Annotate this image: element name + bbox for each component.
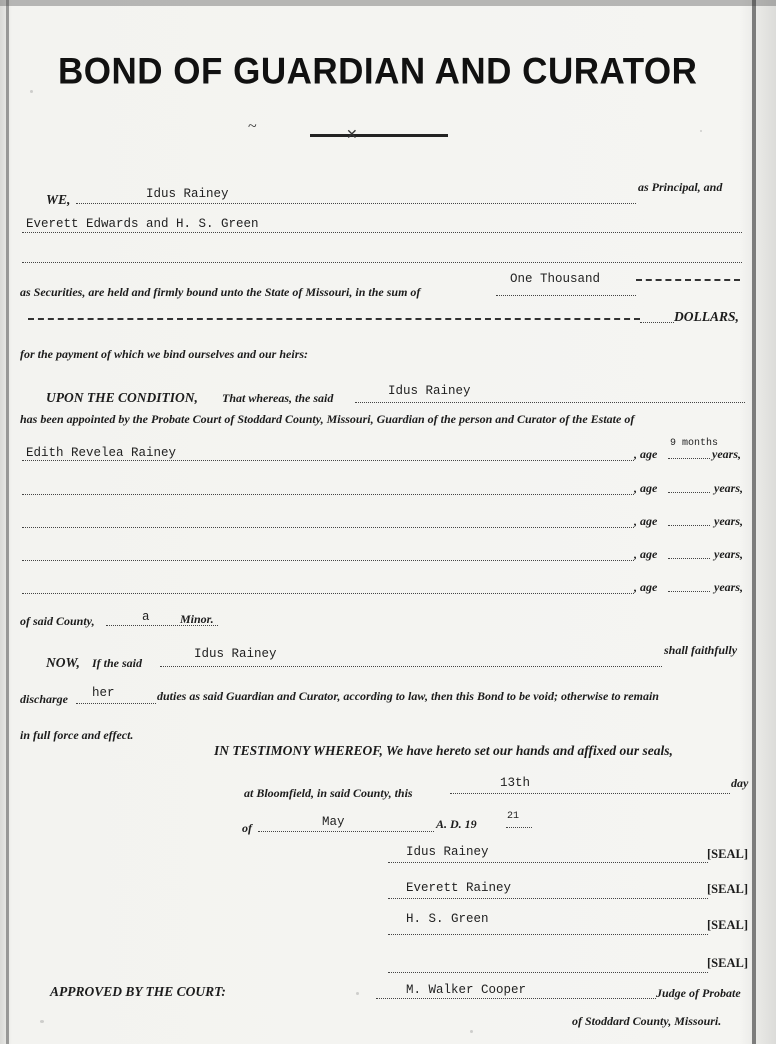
ad-label: A. D. 19 <box>436 817 477 831</box>
dollars-label: DOLLARS, <box>674 309 739 324</box>
title-rule <box>310 134 448 137</box>
ward-line-4 <box>22 560 634 561</box>
discharge-text: duties as said Guardian and Curator, according to law, then this Bond to be void; otherwise to remain <box>157 689 659 703</box>
seal-2: [SEAL] <box>707 882 748 896</box>
years-label-5: years, <box>714 580 743 594</box>
signature-line-2 <box>388 898 708 899</box>
year-suffix: 21 <box>507 811 520 822</box>
condition-text: That whereas, the said <box>222 391 334 405</box>
testimony-text: IN TESTIMONY WHEREOF, We have hereto set our hands and affixed our seals, <box>214 743 673 758</box>
sureties-line-2 <box>22 262 742 263</box>
seal-4: [SEAL] <box>707 956 748 970</box>
year-line <box>506 827 532 828</box>
scan-edge-left <box>6 0 9 1044</box>
seal-1: [SEAL] <box>707 847 748 861</box>
age-line-5 <box>668 591 710 592</box>
appointed-text: has been appointed by the Probate Court of Stoddard County, Missouri, Guardian of the person and Curator of the Estate of <box>20 412 635 426</box>
tilde-mark: ~ <box>248 118 257 135</box>
county-text: of said County, <box>20 614 95 628</box>
faithfully-text: shall faithfully <box>664 643 738 657</box>
age-label: , age <box>634 447 658 461</box>
minor-article: a <box>142 610 150 624</box>
now-line <box>160 666 662 667</box>
condition-name: Idus Rainey <box>388 384 471 398</box>
years-label-3: years, <box>714 514 743 528</box>
scan-edge-top <box>0 0 776 6</box>
scan-speck <box>700 130 702 132</box>
signature-line-1 <box>388 862 708 863</box>
amount-dash-2 <box>28 318 640 320</box>
judge-line <box>376 998 656 999</box>
sureties-line <box>22 232 742 233</box>
scan-speck <box>30 90 33 93</box>
signature-2: Everett Rainey <box>406 881 512 895</box>
ward-line-2 <box>22 494 634 495</box>
condition-line <box>355 402 745 403</box>
years-label: years, <box>712 447 741 461</box>
amount-dash <box>636 279 740 281</box>
month-value: May <box>322 815 345 829</box>
x-mark-icon: ✕ <box>346 128 358 143</box>
month-line <box>258 831 434 832</box>
judge-title: Judge of Probate <box>656 986 741 1000</box>
age-line-4 <box>668 558 710 559</box>
ward-name: Edith Revelea Rainey <box>26 446 177 460</box>
scan-speck <box>356 992 359 995</box>
pronoun-line <box>76 703 156 704</box>
signature-line-4 <box>388 972 708 973</box>
age-label-3: , age <box>634 514 658 528</box>
ward-line-5 <box>22 593 634 594</box>
day-value: 13th <box>500 776 531 790</box>
age-line-3 <box>668 525 710 526</box>
we-label: WE, <box>46 192 71 207</box>
scan-edge-right <box>752 0 756 1044</box>
principal-name: Idus Rainey <box>146 187 229 201</box>
ward-line <box>22 460 634 461</box>
now-lead: NOW, <box>46 655 80 670</box>
amount-value: One Thousand <box>510 272 601 286</box>
now-text: If the said <box>92 656 143 670</box>
county-title: of Stoddard County, Missouri. <box>572 1014 722 1028</box>
signature-1: Idus Rainey <box>406 845 489 859</box>
bloomfield-text: at Bloomfield, in said County, this <box>244 786 413 800</box>
judge-name: M. Walker Cooper <box>406 983 527 997</box>
age-line <box>668 458 710 459</box>
principal-line <box>76 203 636 204</box>
scan-speck <box>470 1030 473 1033</box>
discharge-label: discharge <box>20 692 68 706</box>
securities-text: as Securities, are held and firmly bound unto the State of Missouri, in the sum of <box>20 285 421 299</box>
day-label: day <box>731 776 749 790</box>
document-title: BOND OF GUARDIAN AND CURATOR <box>58 51 698 92</box>
age-line-2 <box>668 492 710 493</box>
years-label-2: years, <box>714 481 743 495</box>
condition-lead: UPON THE CONDITION, <box>46 390 198 405</box>
force-text: in full force and effect. <box>20 728 134 742</box>
age-label-4: , age <box>634 547 658 561</box>
now-name: Idus Rainey <box>194 647 277 661</box>
approved-label: APPROVED BY THE COURT: <box>50 984 226 999</box>
scan-speck <box>40 1020 44 1023</box>
age-label-5: , age <box>634 580 658 594</box>
ward-line-3 <box>22 527 634 528</box>
amount-line <box>496 295 636 296</box>
signature-line-3 <box>388 934 708 935</box>
of-label: of <box>242 821 252 835</box>
signature-3: H. S. Green <box>406 912 489 926</box>
dollars-line <box>640 322 674 323</box>
age-value: 9 months <box>670 438 719 449</box>
payment-text: for the payment of which we bind ourselves and our heirs: <box>20 347 309 361</box>
seal-3: [SEAL] <box>707 918 748 932</box>
sureties-names: Everett Edwards and H. S. Green <box>26 217 259 231</box>
pronoun-value: her <box>92 686 115 700</box>
age-label-2: , age <box>634 481 658 495</box>
as-principal-label: as Principal, and <box>638 180 723 194</box>
years-label-4: years, <box>714 547 743 561</box>
minor-word: Minor. <box>180 612 214 626</box>
day-line <box>450 793 730 794</box>
